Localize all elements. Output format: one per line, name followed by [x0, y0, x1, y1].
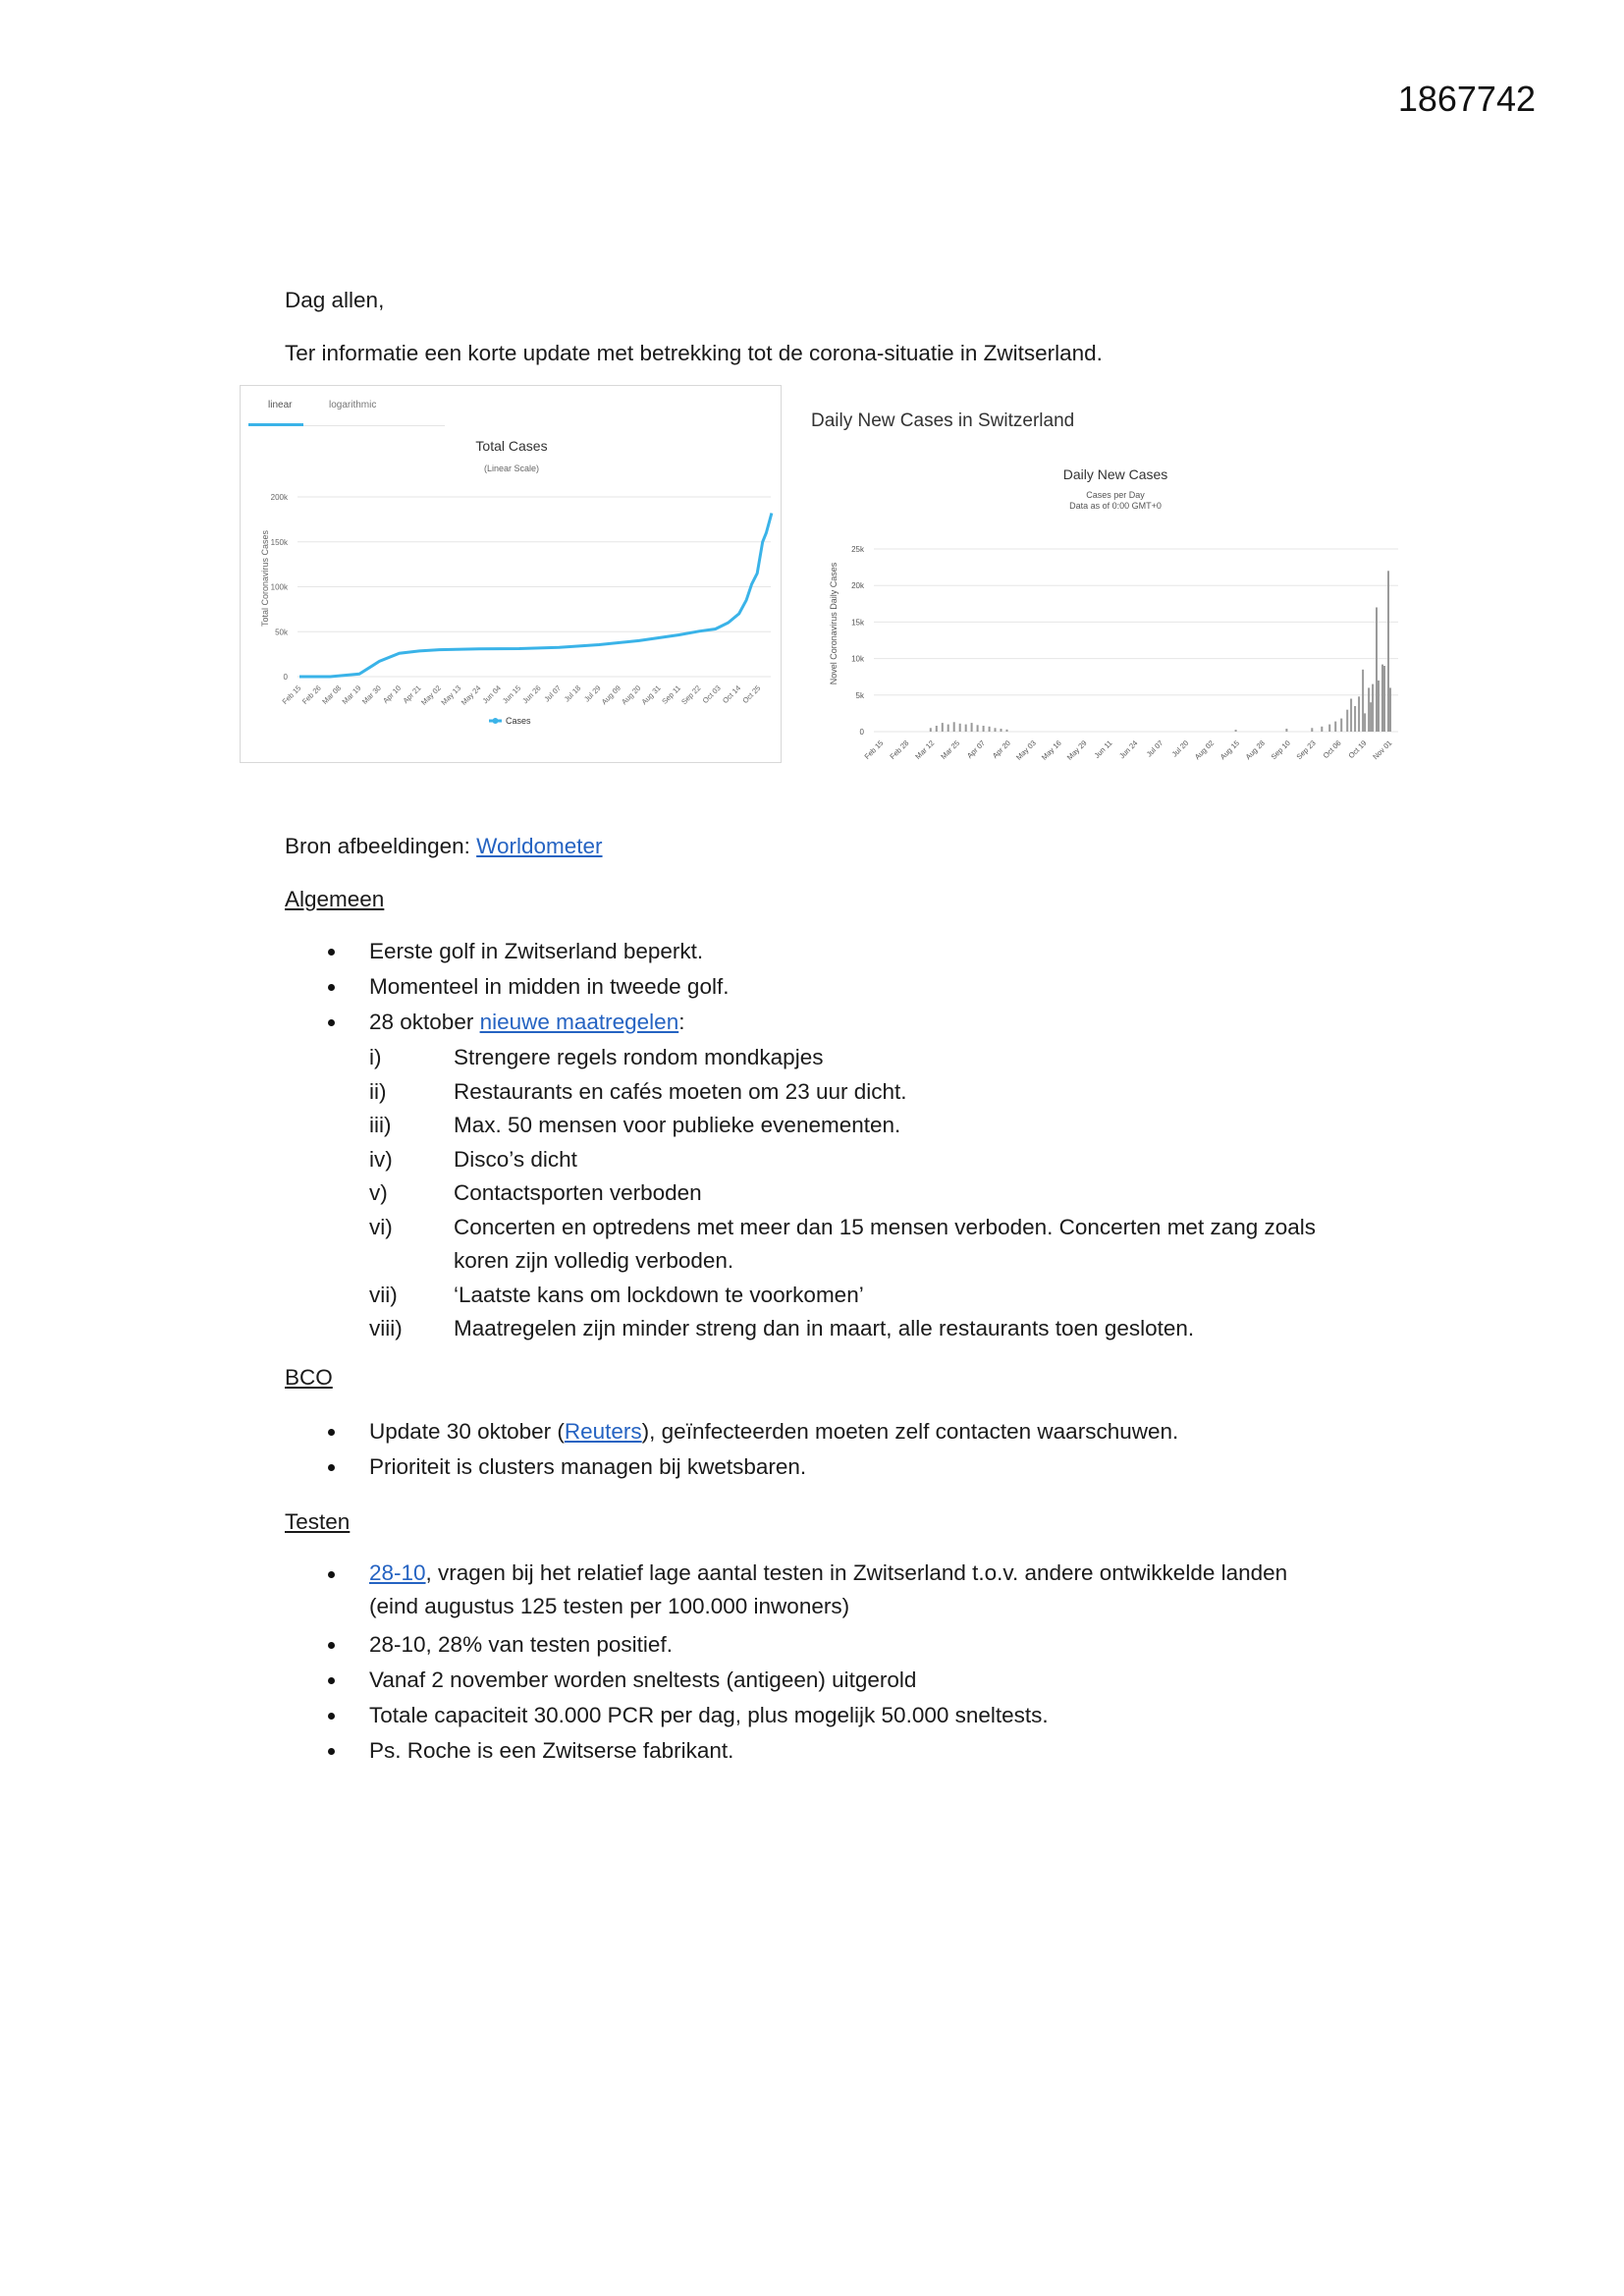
x-tick-label: May 03 [1014, 738, 1038, 762]
measure-number: viii) [369, 1316, 403, 1340]
x-tick-label: Oct 03 [700, 683, 723, 706]
x-tick-label: Mar 30 [359, 683, 383, 706]
x-tick-label: May 02 [419, 683, 443, 707]
bar [1376, 608, 1378, 733]
y-tick-label: 5k [855, 690, 864, 700]
x-tick-label: Oct 25 [740, 683, 763, 706]
chart2-x-ticks [863, 738, 1394, 762]
chart2-y-ticks [851, 545, 865, 737]
x-tick-label: Jul 07 [542, 683, 563, 704]
measure-item [369, 1211, 1331, 1279]
daily-cases-header: Daily New Cases in Switzerland [811, 410, 1075, 431]
x-tick-label: Mar 12 [913, 738, 937, 761]
y-tick-label: 100k [270, 582, 288, 592]
chart2-subtitle-1: Cases per Day [1086, 490, 1145, 500]
y-tick-label: 0 [283, 673, 288, 682]
x-tick-label: Aug 09 [599, 683, 623, 707]
x-tick-label: Mar 08 [320, 683, 344, 706]
chart1-y-axis-label: Total Coronavirus Cases [260, 529, 270, 628]
bar [1387, 571, 1389, 732]
measure-text: Contactsporten verboden [454, 1180, 702, 1205]
bar [1001, 729, 1002, 732]
x-tick-label: Aug 31 [639, 683, 663, 707]
chart2-gridlines [874, 549, 1398, 732]
chart2-title: Daily New Cases [1062, 466, 1168, 482]
measure-item [369, 1143, 1331, 1177]
bar [1364, 713, 1366, 732]
bar [1370, 702, 1372, 732]
x-tick-label: May 16 [1039, 738, 1063, 762]
measure-text: Restaurants en cafés moeten om 23 uur dicht. [454, 1078, 907, 1104]
bar [1354, 706, 1356, 732]
x-tick-label: Oct 14 [721, 683, 743, 706]
measure-number: vi) [369, 1214, 393, 1239]
list-item: Momenteel in midden in tweede golf. [285, 969, 1365, 1005]
bar [1006, 730, 1008, 732]
source-label: Bron afbeeldingen: [285, 834, 477, 858]
y-tick-label: 50k [275, 628, 288, 637]
list-item: 28-10, 28% van testen positief. [285, 1627, 1326, 1663]
list-item-test-questions [285, 1557, 1326, 1623]
y-tick-label: 25k [851, 545, 864, 554]
chart2-y-axis-label: Novel Coronavirus Daily Cases [829, 562, 839, 685]
list-item-update [285, 1414, 1365, 1449]
chart2-bars [930, 571, 1391, 732]
list-item: Ps. Roche is een Zwitserse fabrikant. [285, 1733, 1326, 1769]
image-source [285, 834, 603, 859]
item-suffix: , vragen bij het relatief lage aantal testen in Zwitserland t.o.v. andere ontwikkelde landen (eind augustus 125 testen per 100.000 inwoners) [369, 1560, 1288, 1618]
measure-number: v) [369, 1180, 388, 1205]
measure-item [369, 1041, 1331, 1075]
testen-list [285, 1557, 1326, 1769]
bar [983, 726, 985, 732]
x-tick-label: Sep 23 [1294, 738, 1318, 762]
item-suffix: : [678, 1010, 685, 1034]
bar [995, 728, 997, 732]
chart2-subtitle-2: Data as of 0:00 GMT+0 [1069, 501, 1162, 511]
bar [942, 723, 944, 732]
x-tick-label: Aug 20 [620, 683, 643, 707]
y-tick-label: 10k [851, 654, 864, 664]
item-prefix: Update 30 oktober ( [369, 1419, 565, 1444]
x-tick-label: Nov 01 [1371, 738, 1394, 762]
tab-linear[interactable]: linear [268, 400, 293, 410]
bar [930, 728, 932, 732]
bar [1378, 681, 1380, 732]
x-tick-label: May 29 [1064, 738, 1089, 762]
x-tick-label: Mar 19 [340, 683, 363, 706]
x-tick-label: May 13 [439, 683, 463, 707]
x-tick-label: Feb 28 [888, 738, 911, 761]
measure-item [369, 1279, 1331, 1313]
measure-item [369, 1176, 1331, 1211]
x-tick-label: Sep 22 [679, 683, 703, 707]
x-tick-label: Sep 10 [1269, 738, 1292, 762]
x-tick-label: Apr 10 [381, 683, 404, 706]
measure-number: iv) [369, 1146, 393, 1172]
x-tick-label: Aug 02 [1192, 738, 1217, 762]
legend-marker-cases [493, 718, 499, 724]
chart1-subtitle: (Linear Scale) [483, 464, 540, 473]
list-item-new-measures [285, 1005, 1365, 1040]
list-item: Prioriteit is clusters managen bij kwetsbaren. [285, 1449, 1365, 1485]
bar [959, 724, 961, 732]
x-tick-label: Feb 15 [280, 683, 303, 706]
x-tick-label: May 24 [459, 683, 483, 707]
y-tick-label: 0 [859, 728, 864, 737]
bar [1346, 710, 1348, 732]
bar [1311, 728, 1313, 732]
bar [936, 726, 938, 732]
bar [1321, 727, 1323, 732]
heading-bco: BCO [285, 1365, 333, 1390]
y-tick-label: 150k [270, 537, 288, 547]
x-tick-label: Aug 15 [1218, 738, 1242, 762]
x-tick-label: Jun 24 [1117, 738, 1140, 761]
bco-list [285, 1414, 1365, 1485]
bar [989, 727, 991, 732]
x-tick-label: Aug 28 [1243, 738, 1267, 762]
list-item: Vanaf 2 november worden sneltests (antigeen) uitgerold [285, 1663, 1326, 1698]
y-tick-label: 15k [851, 618, 864, 628]
x-tick-label: Jun 26 [520, 683, 543, 706]
item-suffix: ), geïnfecteerden moeten zelf contacten waarschuwen. [641, 1419, 1179, 1444]
measure-number: vii) [369, 1282, 398, 1307]
x-tick-label: Feb 15 [862, 738, 886, 761]
measure-text: Concerten en optredens met meer dan 15 mensen verboden. Concerten met zang zoals koren zijn volledig verboden. [454, 1214, 1317, 1273]
bar [1381, 665, 1383, 732]
algemeen-list [285, 934, 1365, 1040]
measure-item [369, 1109, 1331, 1143]
measure-item [369, 1075, 1331, 1110]
date-28-10-link[interactable]: 28-10 [369, 1560, 426, 1585]
bar [1340, 719, 1342, 732]
measure-number: ii) [369, 1078, 387, 1104]
heading-algemeen: Algemeen [285, 887, 385, 911]
bar [1328, 725, 1330, 732]
x-tick-label: Oct 19 [1346, 738, 1369, 761]
measure-text: Max. 50 mensen voor publieke evenementen. [454, 1113, 901, 1137]
daily-cases-chart-panel [811, 452, 1410, 766]
worldometer-link[interactable]: Worldometer [476, 834, 603, 858]
list-item: Totale capaciteit 30.000 PCR per dag, plus mogelijk 50.000 sneltests. [285, 1698, 1326, 1733]
series-line-cases [299, 514, 772, 678]
x-tick-label: Apr 21 [401, 683, 423, 706]
bar [1285, 729, 1287, 732]
item-prefix: 28 oktober [369, 1010, 480, 1034]
chart1-x-ticks [281, 683, 763, 707]
new-measures-link[interactable]: nieuwe maatregelen [479, 1010, 679, 1034]
bar [965, 725, 967, 732]
bar [1358, 696, 1360, 732]
bar [971, 723, 973, 732]
y-tick-label: 20k [851, 581, 864, 591]
measure-text: Maatregelen zijn minder streng dan in maart, alle restaurants toen gesloten. [454, 1316, 1195, 1340]
bar [947, 725, 949, 732]
total-cases-chart-panel [240, 385, 782, 763]
bar [1362, 670, 1364, 732]
list-item: Eerste golf in Zwitserland beperkt. [285, 934, 1365, 969]
intro-text: Ter informatie een korte update met betrekking tot de corona-situatie in Zwitserland. [285, 341, 1103, 365]
measure-text: Strengere regels rondom mondkapjes [454, 1045, 824, 1069]
bar [1235, 730, 1237, 732]
x-tick-label: Jul 20 [1169, 738, 1191, 759]
x-tick-label: Jun 15 [500, 683, 523, 706]
x-tick-label: Feb 26 [299, 683, 323, 706]
tab-logarithmic[interactable]: logarithmic [329, 400, 377, 410]
chart1-title: Total Cases [475, 438, 548, 454]
bar [1372, 684, 1374, 732]
bar [1389, 687, 1391, 732]
x-tick-label: Jul 29 [582, 683, 603, 704]
bar [977, 725, 979, 732]
measure-number: iii) [369, 1113, 392, 1137]
x-tick-label: Mar 25 [939, 738, 962, 761]
greeting: Dag allen, [285, 288, 385, 312]
measures-list [369, 1041, 1331, 1346]
measure-item [369, 1312, 1331, 1346]
chart1-y-ticks [271, 493, 289, 682]
measure-text: ‘Laatste kans om lockdown te voorkomen’ [454, 1282, 864, 1307]
x-tick-label: Jul 07 [1144, 738, 1165, 759]
total-cases-line-chart [241, 386, 783, 764]
bar [1383, 666, 1385, 732]
document-id: 1867742 [1397, 79, 1536, 119]
x-tick-label: Jun 11 [1092, 738, 1114, 760]
x-tick-label: Sep 11 [660, 683, 683, 706]
bar [953, 722, 955, 732]
legend-label-cases[interactable]: Cases [506, 716, 531, 726]
bar [1368, 687, 1370, 732]
x-tick-label: Oct 06 [1321, 738, 1343, 761]
measure-text: Disco’s dicht [454, 1146, 577, 1172]
y-tick-label: 200k [270, 493, 288, 502]
x-tick-label: Apr 07 [965, 738, 988, 761]
heading-testen: Testen [285, 1509, 351, 1534]
bar [1334, 722, 1336, 732]
x-tick-label: Apr 20 [990, 738, 1012, 761]
bar [1350, 699, 1352, 733]
daily-cases-bar-chart [811, 452, 1410, 766]
reuters-link[interactable]: Reuters [564, 1419, 642, 1444]
x-tick-label: Jun 04 [480, 683, 503, 706]
x-tick-label: Jul 18 [562, 683, 583, 704]
measure-number: i) [369, 1045, 382, 1069]
